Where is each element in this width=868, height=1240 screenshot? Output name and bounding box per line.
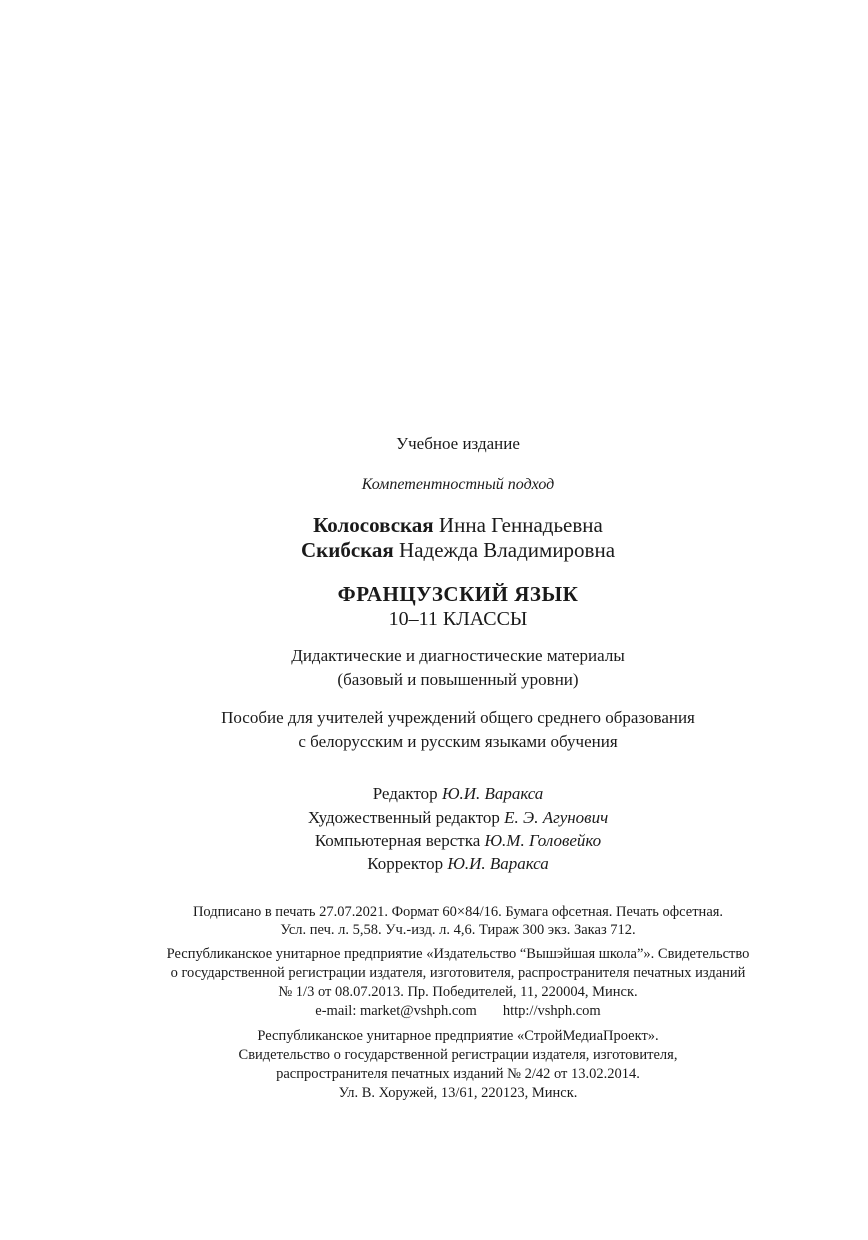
credit-name: Ю.И. Варакса (441, 784, 544, 803)
print-info-line: Усл. печ. л. 5,58. Уч.-изд. л. 4,6. Тираж 300 экз. Заказ 712. (280, 922, 636, 938)
book-title: ФРАНЦУЗСКИЙ ЯЗЫК (337, 582, 579, 606)
author-given-name: Надежда Владимировна (399, 538, 616, 562)
credit-name: Ю.М. Головейко (484, 831, 602, 850)
author-2 (0, 538, 868, 563)
credit-proofreader (0, 854, 868, 874)
publisher-url: http://vshph.com (502, 1003, 601, 1019)
credit-name: Ю.И. Варакса (447, 854, 549, 873)
publisher-contacts (0, 1003, 868, 1020)
printer-line: Республиканское унитарное предприятие «СтройМедиаПроект». (257, 1028, 659, 1044)
printer-line: распространителя печатных изданий № 2/42 от 13.02.2014. (276, 1066, 640, 1082)
description-line: (базовый и повышенный уровни) (337, 670, 579, 689)
credit-editor (0, 784, 868, 804)
credit-role: Компьютерная верстка (314, 831, 481, 850)
printer-line: Ул. В. Хоружей, 13/61, 220123, Минск. (338, 1085, 578, 1101)
author-surname: Скибская (300, 538, 394, 562)
author-1 (0, 513, 868, 538)
credit-name: Е. Э. Агунович (504, 808, 609, 827)
author-given-name: Инна Геннадьевна (438, 513, 603, 537)
credit-layout (0, 831, 868, 851)
print-info-line: Подписано в печать 27.07.2021. Формат 60×84/16. Бумага офсетная. Печать офсетная. (192, 904, 724, 920)
purpose-line: с белорусским и русским языками обучения (298, 732, 618, 751)
printer-line: Свидетельство о государственной регистрации издателя, изготовителя, (238, 1047, 678, 1063)
credit-role: Художественный редактор (307, 808, 500, 827)
credit-role: Редактор (372, 784, 438, 803)
edition-type: Учебное издание (396, 434, 520, 453)
publisher-line: Республиканское унитарное предприятие «Издательство “Вышэйшая школа”». Свидетельство (166, 946, 750, 962)
credit-art-editor (0, 808, 868, 828)
author-surname: Колосовская (313, 513, 434, 537)
publisher-line: о государственной регистрации издателя, изготовителя, распространителя печатных изданий (170, 965, 746, 981)
approach-subtitle: Компетентностный подход (361, 476, 555, 493)
purpose-line: Пособие для учителей учреждений общего среднего образования (221, 708, 695, 727)
publisher-email: e-mail: market@vshph.com (315, 1003, 477, 1019)
publisher-line: № 1/3 от 08.07.2013. Пр. Победителей, 11, 220004, Минск. (278, 984, 638, 1000)
credit-role: Корректор (367, 854, 444, 873)
book-grades: 10–11 КЛАССЫ (388, 608, 528, 630)
description-line: Дидактические и диагностические материалы (291, 646, 625, 665)
